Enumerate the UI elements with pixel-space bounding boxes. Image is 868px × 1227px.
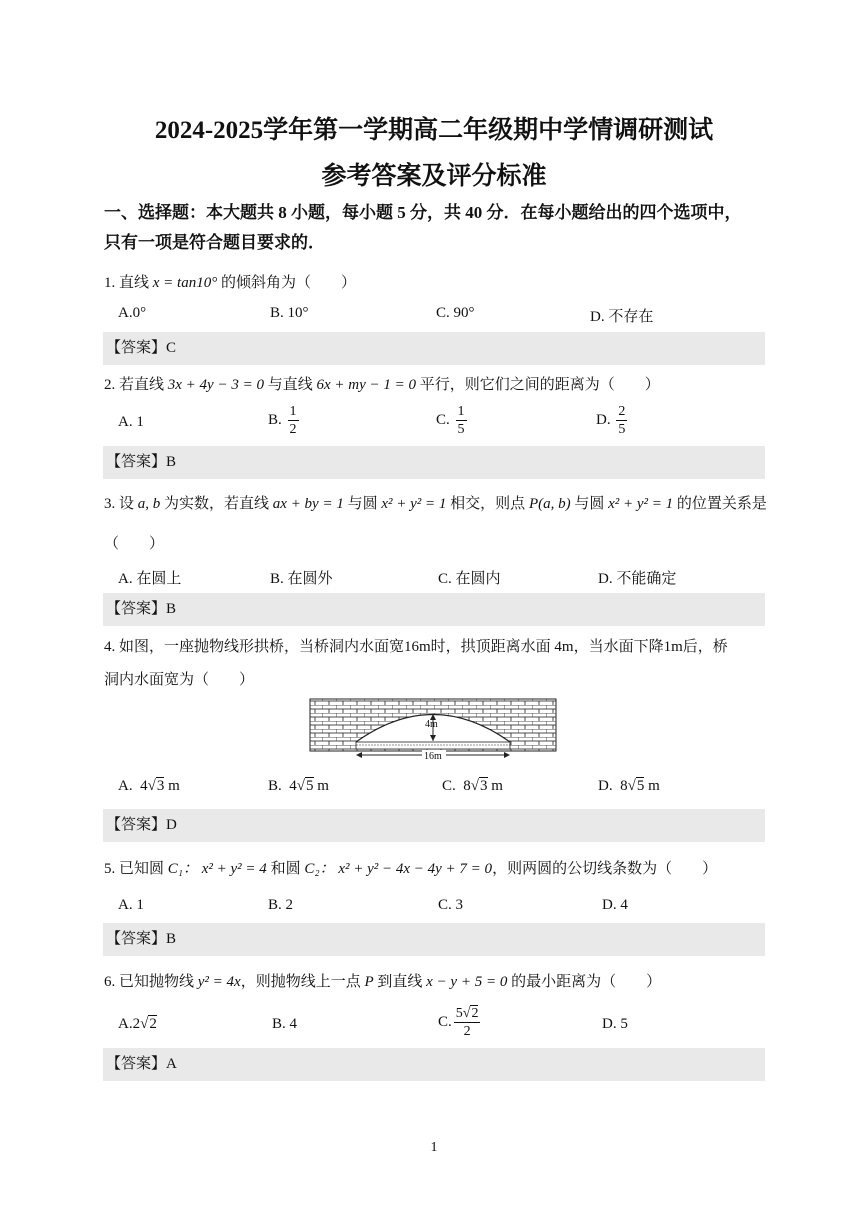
answer-prefix: 【答案】 [106,931,167,947]
question-4-line2: 洞内水面宽为（ ） [104,672,255,688]
q4-c-coef: 8 [463,778,471,794]
q2-text-a: 2. 若直线 [104,377,168,393]
q6-point: P [364,974,374,990]
q2-b-fraction [288,403,299,438]
q3-point: P(a, b) [528,496,571,512]
q6-text-a: 6. 已知抛物线 [104,974,198,990]
q6-c-num-coef: 5 [455,1006,463,1021]
q4-a-label: A. [118,778,133,794]
q2-line1: 3x + 4y − 3 = 0 [167,377,264,393]
q4-b-coef: 4 [289,778,297,794]
q4-a-unit: m [168,778,180,794]
q1-option-a: A.0° [118,305,147,321]
q3-answer-bar [103,593,765,626]
q2-d-num: 2 [618,404,626,419]
q5-eq2: ： x² + y² − 4x − 4y + 7 = 0 [319,861,493,877]
q3-paren: （ ） [104,536,165,552]
q4-c-unit: m [491,778,503,794]
q5-answer: B [166,931,177,947]
q4-b-unit: m [317,778,329,794]
question-6-stem [104,970,661,991]
q4-d-coef: 8 [620,778,628,794]
q6-c-den: 2 [463,1024,471,1039]
q2-d-fraction [616,403,627,438]
q3-circle1: x² + y² = 1 [381,496,447,512]
q6-option-b: B. 4 [272,1016,298,1032]
answer-prefix: 【答案】 [106,454,167,470]
q6-c-num-rad: 2 [471,1006,479,1021]
q2-c-num: 1 [457,404,465,419]
q5-text-a: 5. 已知圆 [104,861,168,877]
q6-c-num: 5√2 [455,1006,479,1021]
q3-text-a: 3. 设 [104,496,138,512]
q2-c-label: C. [436,411,450,428]
q4-option-b: B. 4√5 m [268,778,329,794]
q2-text-b: 与直线 [263,377,317,393]
question-1-stem [104,271,356,292]
q3-text-c: 与圆 [343,496,382,512]
question-4-line1: 4. 如图，一座抛物线形拱桥，当桥洞内水面宽16m时，拱顶距离水面 4m，当水面下降1m后，桥 [104,639,728,655]
q1-text-b: 的倾斜角为（ ） [217,275,356,291]
q3-option-d: D. 不能确定 [598,571,677,587]
q6-a-rad: 2 [149,1016,157,1032]
q2-c-den: 5 [457,422,465,437]
q6-text-d: 的最小距离为（ ） [507,974,662,990]
q1-option-d: D. 不存在 [590,309,654,325]
q5-option-c: C. 3 [438,897,464,913]
q4-b-label: B. [268,778,282,794]
answer-prefix: 【答案】 [106,601,167,617]
q4-answer: D [166,817,177,833]
question-3-stem [104,492,767,513]
q2-b-den: 2 [289,422,297,437]
answer-prefix: 【答案】 [106,340,167,356]
q1-answer: C [166,340,177,356]
q3-text-f: 的位置关系是 [673,496,767,512]
q1-answer-bar [103,332,765,365]
q2-line2: 6x + my − 1 = 0 [316,377,416,393]
q3-answer: B [166,601,177,617]
q1-text-a: 1. 直线 [104,275,153,291]
q5-c1: C₁ [167,861,183,877]
q3-option-a: A. 在圆上 [118,571,182,587]
q6-c-label: C. [438,1013,452,1030]
q2-b-num: 1 [289,404,297,419]
q4-option-d: D. 8√5 m [598,778,660,794]
q2-b-label: B. [268,411,282,428]
q2-option-b [268,403,301,438]
q2-option-d [596,403,629,438]
q4-a-coef: 4 [140,778,148,794]
q2-option-a: A. 1 [118,414,144,430]
q6-text-c: 到直线 [373,974,427,990]
q1-option-b: B. 10° [270,305,309,321]
page-subtitle: 参考答案及评分标准 [321,163,547,190]
q4-c-rad: 3 [480,778,488,794]
q2-c-fraction [456,403,467,438]
fig-label-width: 16m [424,751,442,762]
q6-c-fraction [454,1005,481,1040]
section-heading-line1: 一、选择题：本大题共 8 小题，每小题 5 分，共 40 分．在每小题给出的四个选项中， [104,203,742,222]
fig-label-height: 4m [425,719,438,730]
q6-answer-bar [103,1048,765,1081]
q5-option-a: A. 1 [118,897,144,913]
page-title: 2024-2025学年第一学期高二年级期中学情调研测试 [154,117,714,144]
q3-option-c: C. 在圆内 [438,571,501,587]
q4-b-rad: 5 [306,778,314,794]
q6-a-coef: 2 [132,1016,141,1032]
section-heading-line2: 只有一项是符合题目要求的． [104,233,325,252]
bridge-figure [308,697,560,763]
answer-prefix: 【答案】 [106,1056,167,1072]
q4-c-label: C. [442,778,456,794]
q2-answer-bar [103,446,765,479]
q1-math: x = tan10° [152,275,218,291]
question-5-stem [104,857,717,878]
q5-c2: C₂ [304,861,320,877]
q2-option-c [436,403,469,438]
q4-option-a: A. 4√3 m [118,778,180,794]
q5-text-b: 和圆 [266,861,305,877]
q2-answer: B [166,454,177,470]
q5-eq1: ： x² + y² = 4 [183,861,267,877]
section-heading [104,198,774,258]
q3-circle2: x² + y² = 1 [608,496,674,512]
q5-option-d: D. 4 [602,897,628,913]
q3-line: ax + by = 1 [272,496,344,512]
q6-line: x − y + 5 = 0 [426,974,508,990]
q4-d-unit: m [648,778,660,794]
q6-option-c [438,1005,482,1040]
q6-option-a: A.2√2 [118,1016,157,1032]
question-2-stem [104,373,660,394]
q5-option-b: B. 2 [268,897,294,913]
q4-d-rad: 5 [636,778,645,794]
q6-parabola: y² = 4x [197,974,241,990]
q1-option-c: C. 90° [436,305,475,321]
q4-d-label: D. [598,778,613,794]
q3-text-d: 相交，则点 [446,496,529,512]
q6-a-label: A. [118,1016,133,1032]
answer-prefix: 【答案】 [106,817,167,833]
q3-vars: a, b [137,496,161,512]
q4-answer-bar [103,809,765,842]
q2-d-label: D. [596,411,611,428]
water-surface [356,742,510,749]
q3-text-e: 与圆 [570,496,609,512]
q4-a-rad: 3 [156,778,165,794]
q5-answer-bar [103,923,765,956]
width-arrow-head-left [356,752,362,758]
q2-d-den: 5 [618,422,626,437]
q6-text-b: ，则抛物线上一点 [240,974,365,990]
q3-option-b: B. 在圆外 [270,571,333,587]
q5-text-c: ，则两圆的公切线条数为（ ） [492,861,718,877]
width-arrow-head-right [504,752,510,758]
q6-option-d: D. 5 [602,1016,628,1032]
q4-option-c: C. 8√3 m [442,778,503,794]
q3-text-b: 为实数，若直线 [160,496,273,512]
page-number: 1 [430,1140,438,1155]
q2-text-c: 平行，则它们之间的距离为（ ） [415,377,660,393]
q6-answer: A [166,1056,177,1072]
